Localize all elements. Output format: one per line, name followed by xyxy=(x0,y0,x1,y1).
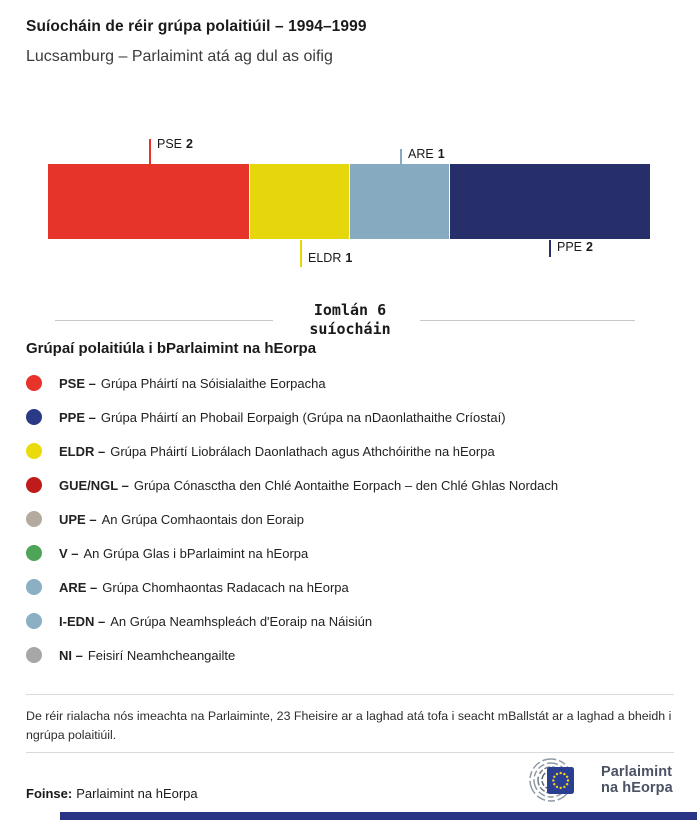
legend-text xyxy=(59,580,349,595)
legend-abbr: PSE – xyxy=(59,375,96,391)
legend-desc: Feisirí Neamhcheangailte xyxy=(87,647,236,663)
legend-desc: An Grúpa Neamhspleách d'Eoraip na Náisiún xyxy=(110,613,373,629)
legend-text xyxy=(59,614,372,629)
legend-item xyxy=(26,400,686,434)
legend-item xyxy=(26,638,686,672)
legend-item xyxy=(26,502,686,536)
callout-seats-pse: 2 xyxy=(186,137,193,151)
legend-color-dot-icon xyxy=(26,409,42,425)
callout-tick-ppe xyxy=(549,240,551,257)
source-value: Parlaimint na hEorpa xyxy=(76,786,198,801)
callout-tick-are xyxy=(400,149,402,165)
callout-seats-ppe: 2 xyxy=(586,240,593,254)
legend-color-dot-icon xyxy=(26,477,42,493)
legend-desc: Grúpa Cónasctha den Chlé Aontaithe Eorpach – den Chlé Ghlas Nordach xyxy=(133,477,559,493)
legend-abbr: GUE/NGL – xyxy=(59,477,129,493)
callout-label-are xyxy=(408,147,445,161)
total-line-1: Iomlán 6 xyxy=(313,301,387,319)
callout-label-pse xyxy=(157,137,193,151)
legend-item xyxy=(26,570,686,604)
callout-group-ppe: PPE xyxy=(557,240,583,254)
legend-desc: Grúpa Pháirtí na Sóisialaithe Eorpacha xyxy=(100,375,326,391)
legend-text xyxy=(59,512,304,527)
callout-group-pse: PSE xyxy=(157,137,183,151)
legend-item xyxy=(26,366,686,400)
legend-abbr: I-EDN – xyxy=(59,613,106,629)
legend-color-dot-icon xyxy=(26,613,42,629)
legend-abbr: V – xyxy=(59,545,79,561)
legend-item xyxy=(26,434,686,468)
legend-color-dot-icon xyxy=(26,647,42,663)
legend-text xyxy=(59,444,495,459)
total-seats-label xyxy=(0,301,700,339)
european-parliament-logo-icon xyxy=(518,756,598,804)
bottom-accent-bar xyxy=(60,812,697,820)
eu-flag-icon xyxy=(547,767,574,794)
legend-item xyxy=(26,604,686,638)
source-line xyxy=(26,786,198,801)
legend-abbr: UPE – xyxy=(59,511,97,527)
callout-tick-pse xyxy=(149,139,151,165)
callout-group-eldr: ELDR xyxy=(308,251,342,265)
legend-desc: Grúpa Chomhaontas Radacach na hEorpa xyxy=(102,579,349,595)
divider-bottom xyxy=(26,752,674,753)
stacked-seat-bar xyxy=(48,164,650,239)
legend-color-dot-icon xyxy=(26,443,42,459)
callout-label-ppe xyxy=(557,240,593,254)
ep-wordmark-line-1: Parlaimint xyxy=(601,764,673,780)
legend-desc: Grúpa Pháirtí Liobrálach Daonlathach agus Athchóirithe na hEorpa xyxy=(110,443,495,459)
ep-wordmark-line-2: na hEorpa xyxy=(601,780,673,796)
source-label: Foinse: xyxy=(26,786,73,801)
legend-desc: An Grúpa Comhaontais don Eoraip xyxy=(101,511,304,527)
legend-desc: An Grúpa Glas i bParlaimint na hEorpa xyxy=(83,545,309,561)
bar-segment-eldr xyxy=(249,164,349,239)
legend-abbr: PPE – xyxy=(59,409,96,425)
callout-tick-eldr xyxy=(300,240,302,267)
legend-abbr: NI – xyxy=(59,647,83,663)
legend-text xyxy=(59,410,506,425)
callout-group-are: ARE xyxy=(408,147,434,161)
legend-abbr: ARE – xyxy=(59,579,98,595)
total-line-2: suíocháin xyxy=(309,320,391,338)
bar-segment-are xyxy=(349,164,449,239)
legend-item xyxy=(26,536,686,570)
legend-heading: Grúpaí polaitiúla i bParlaimint na hEorpa xyxy=(26,340,317,357)
bar-segment-pse xyxy=(48,164,249,239)
legend-abbr: ELDR – xyxy=(59,443,106,459)
divider-top xyxy=(26,694,674,695)
legend-text xyxy=(59,376,326,391)
legend xyxy=(26,366,686,672)
legend-text xyxy=(59,478,558,493)
legend-color-dot-icon xyxy=(26,375,42,391)
legend-color-dot-icon xyxy=(26,579,42,595)
note-text: De réir rialacha nós imeachta na Parlaiminte, 23 Fheisire ar a laghad atá tofa i seacht mBallstát ar a laghad a bheidh i ngrúpa polaitiúil. xyxy=(26,709,672,742)
page-subtitle: Lucsamburg – Parlaimint atá ag dul as oifig xyxy=(26,48,333,65)
legend-text xyxy=(59,546,308,561)
callout-seats-are: 1 xyxy=(437,147,445,161)
legend-desc: Grúpa Pháirtí an Phobail Eorpaigh (Grúpa na nDaonlathaithe Críostaí) xyxy=(100,409,506,425)
legend-item xyxy=(26,468,686,502)
callout-label-eldr xyxy=(308,251,352,265)
ep-wordmark xyxy=(601,764,673,796)
legend-text xyxy=(59,648,235,663)
page-title: Suíocháin de réir grúpa polaitiúil – 1994–1999 xyxy=(26,18,367,35)
legend-color-dot-icon xyxy=(26,511,42,527)
bar-segment-ppe xyxy=(449,164,650,239)
callout-seats-eldr: 1 xyxy=(345,251,353,265)
legend-color-dot-icon xyxy=(26,545,42,561)
